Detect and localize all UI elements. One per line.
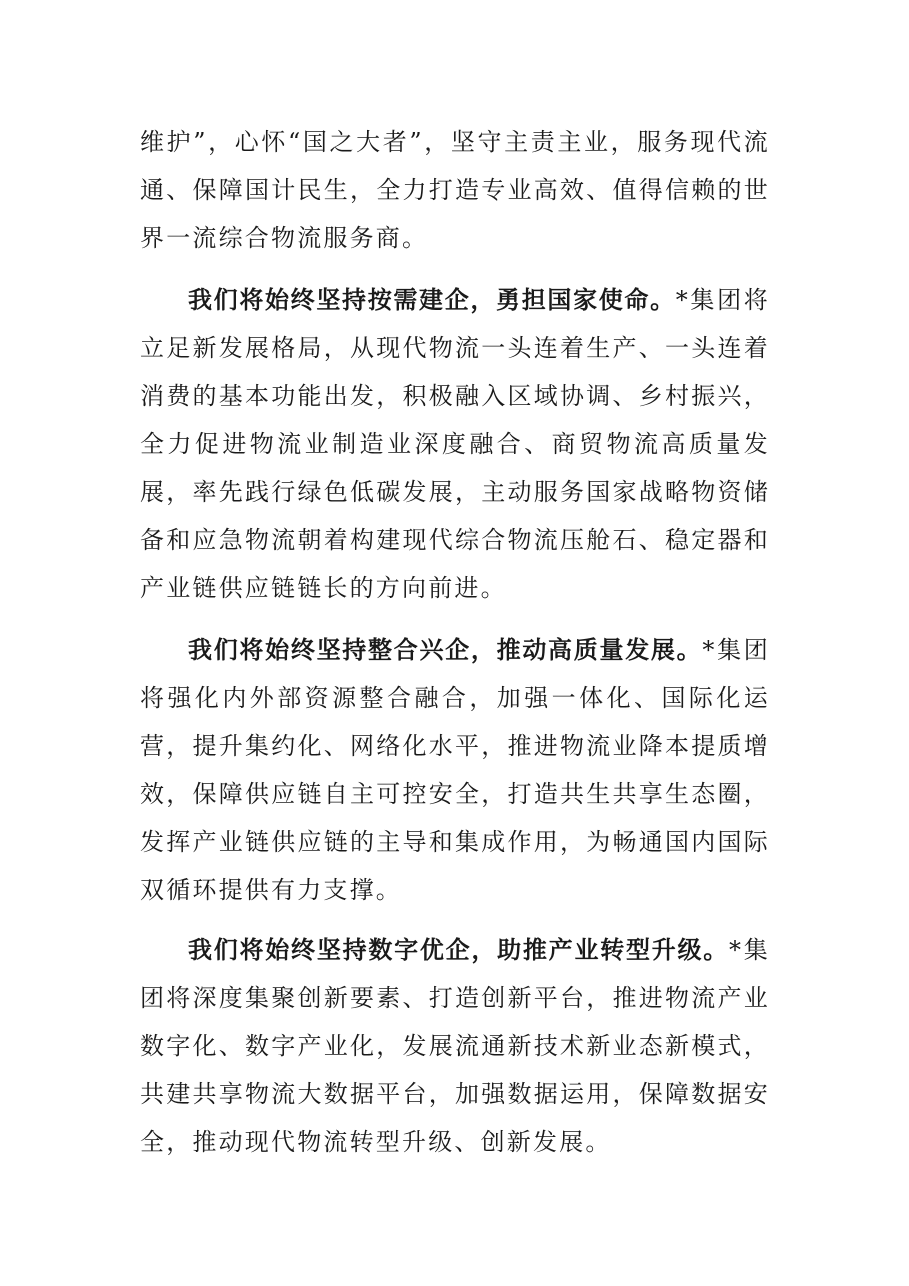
paragraph-continuation	[140, 118, 770, 262]
paragraph-demand-based	[140, 276, 770, 612]
paragraph-lead-sentence: 我们将始终坚持按需建企，勇担国家使命。	[188, 286, 676, 314]
paragraph-integration	[140, 626, 770, 914]
paragraph-lead-sentence: 我们将始终坚持整合兴企，推动高质量发展。	[188, 636, 703, 664]
paragraph-digital	[140, 926, 770, 1166]
paragraph-body: 维护”，心怀“国之大者”，坚守主责主业，服务现代流通、保障国计民生，全力打造专业高效、值得信赖的世界一流综合物流服务商。	[140, 128, 770, 252]
paragraph-body: *集团将深度集聚创新要素、打造创新平台，推进物流产业数字化、数字产业化，发展流通新技术新业态新模式，共建共享物流大数据平台，加强数据运用，保障数据安全，推动现代物流转型升级、创新发展。	[140, 936, 770, 1156]
paragraph-body: *集团将立足新发展格局，从现代物流一头连着生产、一头连着消费的基本功能出发，积极融入区域协调、乡村振兴，全力促进物流业制造业深度融合、商贸物流高质量发展，率先践行绿色低碳发展，主动服务国家战略物资储备和应急物流朝着构建现代综合物流压舱石、稳定器和产业链供应链链长的方向前进。	[140, 286, 770, 602]
paragraph-lead-sentence: 我们将始终坚持数字优企，助推产业转型升级。	[188, 936, 730, 964]
paragraph-body: *集团将强化内外部资源整合融合，加强一体化、国际化运营，提升集约化、网络化水平，推进物流业降本提质增效，保障供应链自主可控安全，打造共生共享生态圈，发挥产业链供应链的主导和集成作用，为畅通国内国际双循环提供有力支撑。	[140, 636, 770, 904]
